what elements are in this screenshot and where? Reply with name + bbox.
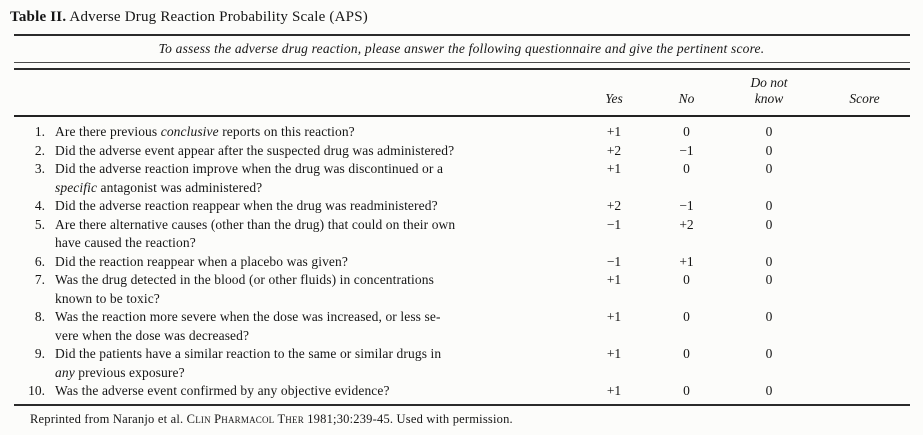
question-number: 6. [34,253,45,269]
question-number: 1. [34,124,45,139]
question-cell [14,345,574,382]
no-value: −1 [679,142,694,158]
question-text: Was the adverse event confirmed by any objective evidence? [55,383,390,398]
do-not-know-value: 0 [765,383,773,398]
no-value: 0 [683,272,690,287]
score-value [819,382,910,404]
no-column-header: No [654,70,719,116]
score-value [819,253,910,272]
question-number: 3. [34,161,45,176]
question-cell [14,197,574,216]
source-note-pre: Reprinted from Naranjo et al. [30,411,187,426]
no-value: 0 [683,161,690,176]
yes-value: +1 [606,124,622,139]
score-column-header: Score [819,70,910,116]
question-text: Are there previous conclusive reports on this reaction? [55,124,355,139]
question-text: Are there alternative causes (other than the drug) that could on their own have caused the reaction? [55,216,456,250]
do-not-know-value: 0 [765,124,773,139]
question-row [14,197,910,216]
do-not-know-value: 0 [765,309,773,324]
question-number: 10. [28,383,45,398]
score-value [819,160,910,197]
score-value [819,197,910,216]
yes-value: −1 [606,216,622,232]
question-row [14,382,910,404]
yes-column-header: Yes [574,70,654,116]
question-number: 5. [34,216,45,232]
question-text: Did the patients have a similar reaction to the same or similar drugs in any previous exposure? [55,346,442,380]
journal-name: Clin Pharmacol Ther [186,411,304,426]
table-title [0,0,923,27]
header-row [14,70,910,116]
question-row [14,308,910,345]
score-value [819,345,910,382]
question-column-header [14,70,574,116]
question-cell [14,160,574,197]
question-text: Did the reaction reappear when a placebo was given? [55,253,348,269]
question-number: 2. [34,142,45,158]
question-row [14,116,910,142]
yes-value: +1 [606,309,622,324]
questions-body [14,116,910,404]
question-row [14,216,910,253]
rule-above-footnote [14,404,910,406]
do-not-know-value: 0 [765,272,773,287]
yes-value: +1 [606,161,622,176]
do-not-know-column-header: Do not know [719,70,819,116]
do-not-know-value: 0 [765,346,773,361]
question-row [14,142,910,161]
score-value [819,308,910,345]
question-text: Was the drug detected in the blood (or other fluids) in concentrations known to be toxic? [55,272,434,306]
table-number: Table II. [10,9,67,25]
score-value [819,271,910,308]
yes-value: +1 [606,383,622,398]
no-value: 0 [683,383,690,398]
question-number: 4. [34,198,45,213]
question-number: 8. [34,309,45,324]
yes-value: −1 [606,253,622,269]
question-text: Was the reaction more severe when the dose was increased, or less se- vere when the dose was decreased? [55,309,441,343]
question-cell [14,253,574,272]
score-value [819,116,910,142]
no-value: 0 [683,124,690,139]
question-cell [14,142,574,161]
question-number: 9. [34,346,45,361]
aps-table-header [14,70,910,116]
question-cell [14,308,574,345]
question-cell [14,216,574,253]
yes-value: +1 [606,272,622,287]
question-number: 7. [34,272,45,287]
score-value [819,216,910,253]
rule-under-instruction-1 [14,62,910,63]
no-value: +1 [679,253,694,269]
instruction-text: To assess the adverse drug reaction, please answer the following questionnaire and give the pertinent score. [158,41,765,56]
question-text: Did the adverse reaction reappear when the drug was readministered? [55,198,438,213]
score-value [819,142,910,161]
source-note-post: 1981;30:239-45. Used with permission. [303,411,513,426]
yes-value: +2 [606,198,622,213]
do-not-know-value: 0 [765,253,773,269]
question-text: Did the adverse event appear after the suspected drug was administered? [55,142,455,158]
question-cell [14,271,574,308]
question-row [14,271,910,308]
no-value: +2 [679,216,694,232]
yes-value: +1 [606,346,622,361]
table-title-text: Adverse Drug Reaction Probability Scale (APS) [69,9,368,25]
do-not-know-value: 0 [765,142,773,158]
question-text: Did the adverse reaction improve when the drug was discontinued or a specific antagonist was administered? [55,161,444,195]
do-not-know-value: 0 [765,216,773,232]
question-cell [14,117,574,142]
do-not-know-value: 0 [765,161,773,176]
source-note [30,411,923,427]
question-row [14,345,910,382]
yes-value: +2 [606,142,622,158]
question-row [14,160,910,197]
aps-table [14,70,910,404]
no-value: −1 [679,198,694,213]
question-cell [14,382,574,404]
instruction-band [0,36,923,62]
no-value: 0 [683,309,690,324]
do-not-know-value: 0 [765,198,773,213]
question-row [14,253,910,272]
no-value: 0 [683,346,690,361]
